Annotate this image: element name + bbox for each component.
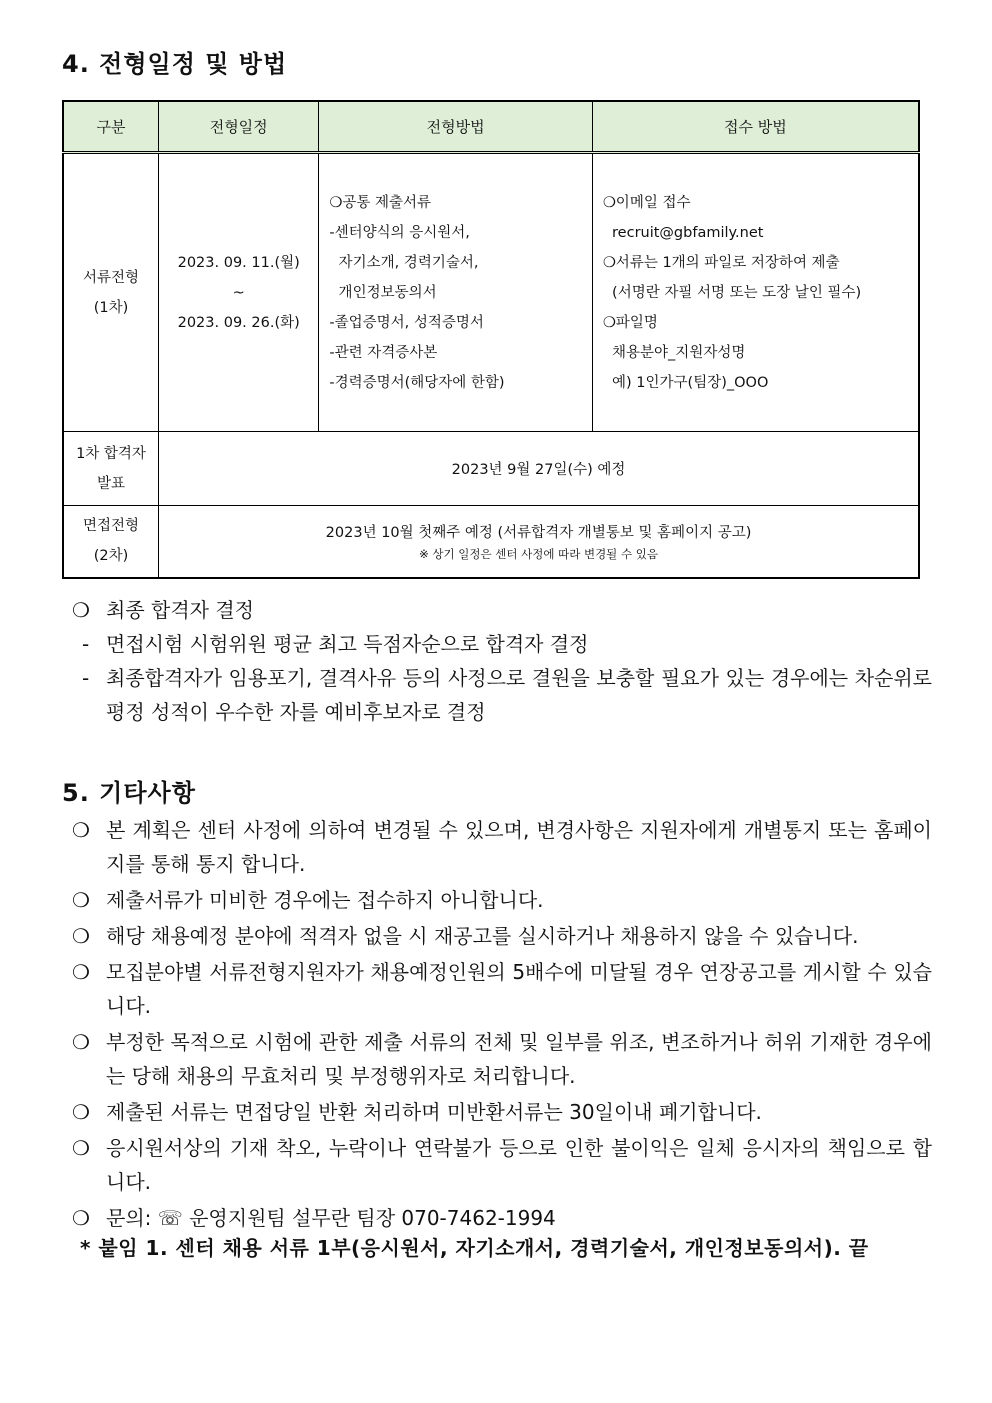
circle-bullet-icon: ❍ bbox=[72, 1030, 90, 1054]
interview-schedule: 2023년 10월 첫째주 예정 (서류합격자 개별통보 및 홈페이지 공고) ※ 상기 일정은 센터 사정에 따라 변경될 수 있음 bbox=[159, 506, 919, 578]
receipt-line: ❍파일명 bbox=[602, 314, 658, 331]
schedule-document-screening: 2023. 09. 11.(월) ~ 2023. 09. 26.(화) bbox=[159, 153, 319, 432]
list-item: ❍ 해당 채용예정 분야에 적격자 없을 시 재공고를 실시하거나 채용하지 않을 수 있습니다. bbox=[72, 919, 932, 953]
circle-bullet-icon: ❍ bbox=[72, 1100, 90, 1124]
list-item: ❍ 제출된 서류는 면접당일 반환 처리하며 미반환서류는 30일이내 폐기합니다. bbox=[72, 1095, 932, 1129]
circle-bullet-icon: ❍ bbox=[72, 960, 90, 984]
schedule-table bbox=[62, 100, 920, 579]
circle-bullet-icon: ❍ bbox=[72, 818, 90, 842]
receipt-line: 채용분야_지원자성명 bbox=[602, 344, 746, 361]
header-method: 전형방법 bbox=[319, 101, 592, 153]
header-receipt: 접수 방법 bbox=[592, 101, 919, 153]
header-schedule: 전형일정 bbox=[159, 101, 319, 153]
method-line: -경력증명서(해당자에 한함) bbox=[329, 374, 505, 391]
row-label-interview: 면접전형 (2차) bbox=[63, 506, 159, 578]
list-item: - 최종합격자가 임용포기, 결격사유 등의 사정으로 결원을 보충할 필요가 있는 경우에는 차순위로 평정 성적이 우수한 자를 예비후보자로 결정 bbox=[72, 661, 932, 729]
circle-bullet-icon: ❍ bbox=[72, 888, 90, 912]
method-line: ❍공통 제출서류 bbox=[329, 194, 431, 211]
first-announcement-date: 2023년 9월 27일(수) 예정 bbox=[159, 432, 919, 506]
method-line: 자기소개, 경력기술서, bbox=[329, 254, 479, 271]
list-item: ❍ 문의: ☏ 운영지원팀 설무란 팀장 070-7462-1994 bbox=[72, 1201, 932, 1235]
list-item: ❍ 부정한 목적으로 시험에 관한 제출 서류의 전체 및 일부를 위조, 변조하거나 허위 기재한 경우에는 당해 채용의 무효처리 및 부정행위자로 처리합니다. bbox=[72, 1025, 932, 1093]
method-line: -센터양식의 응시원서, bbox=[329, 224, 470, 241]
method-line: 개인정보동의서 bbox=[329, 284, 437, 301]
table-header-row bbox=[63, 101, 919, 153]
receipt-line: 예) 1인가구(팀장)_OOO bbox=[602, 374, 769, 391]
receipt-line: ❍서류는 1개의 파일로 저장하여 제출 bbox=[602, 254, 840, 271]
final-decision-heading: ❍ 최종 합격자 결정 bbox=[72, 593, 932, 627]
circle-bullet-icon: ❍ bbox=[72, 598, 90, 622]
method-list bbox=[319, 153, 592, 432]
method-line: -관련 자격증사본 bbox=[329, 344, 438, 361]
circle-bullet-icon: ❍ bbox=[72, 924, 90, 948]
method-line: -졸업증명서, 성적증명서 bbox=[329, 314, 484, 331]
list-item: ❍ 모집분야별 서류전형지원자가 채용예정인원의 5배수에 미달될 경우 연장공고를 게시할 수 있습니다. bbox=[72, 955, 932, 1023]
list-item: ❍ 응시원서상의 기재 착오, 누락이나 연락불가 등으로 인한 불이익은 일체 응시자의 책임으로 합니다. bbox=[72, 1131, 932, 1199]
receipt-line: ❍이메일 접수 bbox=[602, 194, 691, 211]
receipt-line: recruit@gbfamily.net bbox=[602, 224, 764, 241]
attachment-note: * 붙임 1. 센터 채용 서류 1부(응시원서, 자기소개서, 경력기술서, 개인정보동의서). 끝 bbox=[80, 1236, 869, 1260]
receipt-method-list bbox=[592, 153, 919, 432]
table-row-first-announcement bbox=[63, 432, 919, 506]
table-row-interview bbox=[63, 506, 919, 578]
circle-bullet-icon: ❍ bbox=[72, 1136, 90, 1160]
section5-title: 5. 기타사항 bbox=[62, 779, 196, 807]
other-matters-list bbox=[72, 813, 932, 1237]
schedule-change-note: ※ 상기 일정은 센터 사정에 따라 변경될 수 있음 bbox=[419, 546, 658, 561]
circle-bullet-icon: ❍ bbox=[72, 1206, 90, 1230]
section4-title: 4. 전형일정 및 방법 bbox=[62, 50, 288, 78]
dash-bullet-icon: - bbox=[82, 632, 90, 656]
list-item: - 면접시험 시험위원 평균 최고 득점자순으로 합격자 결정 bbox=[72, 627, 932, 661]
dash-bullet-icon: - bbox=[82, 666, 90, 690]
table-row-document-screening bbox=[63, 153, 919, 432]
header-category: 구분 bbox=[63, 101, 159, 153]
list-item: ❍ 제출서류가 미비한 경우에는 접수하지 아니합니다. bbox=[72, 883, 932, 917]
receipt-line: (서명란 자필 서명 또는 도장 날인 필수) bbox=[602, 284, 862, 301]
row-label-document-screening: 서류전형 (1차) bbox=[63, 153, 159, 432]
final-decision-list bbox=[72, 593, 932, 729]
list-item: ❍ 본 계획은 센터 사정에 의하여 변경될 수 있으며, 변경사항은 지원자에게 개별통지 또는 홈페이지를 통해 통지 합니다. bbox=[72, 813, 932, 881]
row-label-first-announcement: 1차 합격자 발표 bbox=[63, 432, 159, 506]
